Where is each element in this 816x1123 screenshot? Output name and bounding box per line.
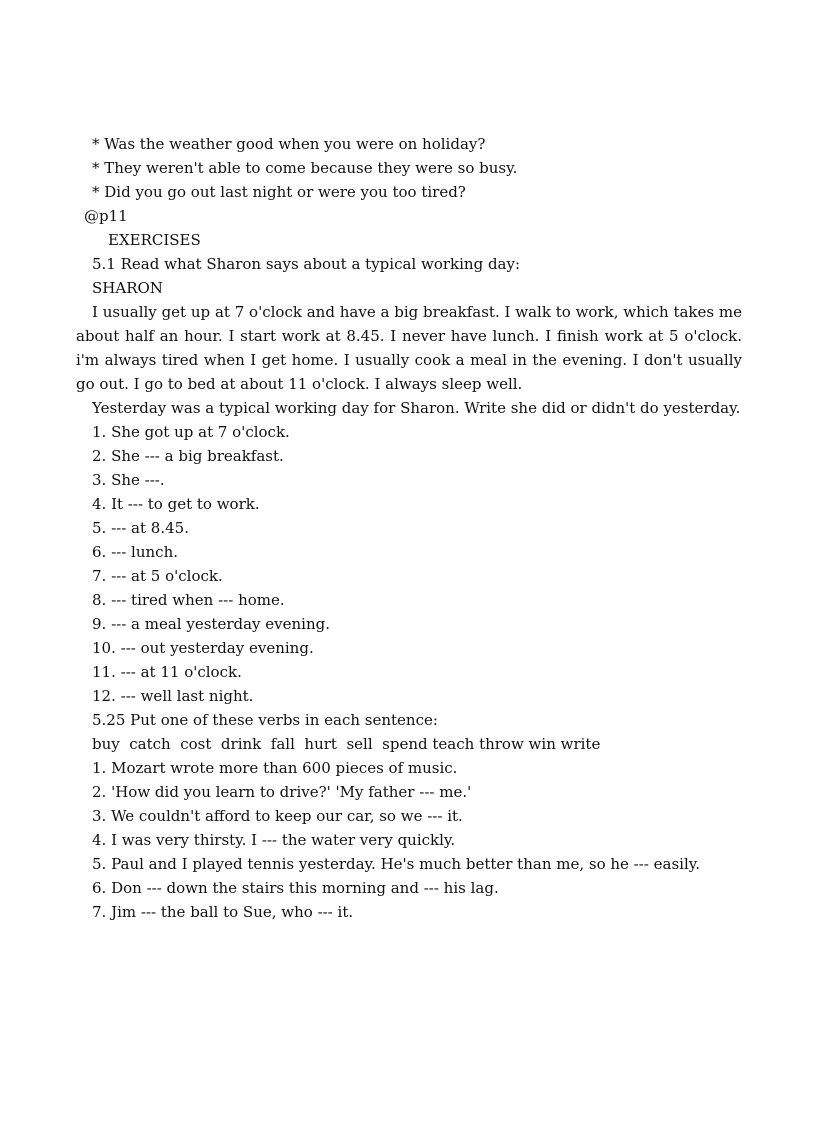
exercise-5-25-instruction: 5.25 Put one of these verbs in each sentence: [92,711,438,729]
exercise-item: 3. She ---. [92,471,165,489]
exercise-item: 12. --- well last night. [92,687,254,705]
verb-list: buy catch cost drink fall hurt sell spend teach throw win write [92,735,601,753]
section-heading: EXERCISES [108,231,201,249]
exercise-item: 6. Don --- down the stairs this morning and --- his lag. [92,879,499,897]
exercise-item: 4. I was very thirsty. I --- the water very quickly. [92,831,456,849]
exercise-item: 7. Jim --- the ball to Sue, who --- it. [92,903,354,921]
exercise-item: 5. --- at 8.45. [92,519,189,537]
exercise-item: 1. She got up at 7 o'clock. [92,423,290,441]
exercise-item: 6. --- lunch. [92,543,179,561]
exercise-item: 2. She --- a big breakfast. [92,447,284,465]
exercise-item: 9. --- a meal yesterday evening. [92,615,331,633]
intro-example-line: * Did you go out last night or were you too tired? [92,183,466,201]
exercise-5-1-instruction: 5.1 Read what Sharon says about a typical working day: [92,255,521,273]
exercise-item: 1. Mozart wrote more than 600 pieces of music. [92,759,458,777]
exercise-item: 7. --- at 5 o'clock. [92,567,223,585]
intro-example-line: * They weren't able to come because they were so busy. [92,159,518,177]
document-page [76,132,742,924]
exercise-item: 2. 'How did you learn to drive?' 'My father --- me.' [92,783,472,801]
exercise-item: 10. --- out yesterday evening. [92,639,314,657]
speaker-name: SHARON [92,279,163,297]
sharon-passage: I usually get up at 7 o'clock and have a big breakfast. I walk to work, which takes me about half an hour. I start work at 8.45. I never have lunch. I finish work at 5 o'clock. i'm always tired when I get home. I usually cook a meal in the evening. I don't usually go out. I go to bed at about 11 o'clock. I always sleep well. [76,303,742,393]
exercise-item: 11. --- at 11 o'clock. [92,663,242,681]
exercise-item: 5. Paul and I played tennis yesterday. He's much better than me, so he --- easily. [92,855,701,873]
page-marker: @p11 [84,207,128,225]
exercise-5-1-task: Yesterday was a typical working day for Sharon. Write she did or didn't do yesterday. [92,399,741,417]
exercise-item: 3. We couldn't afford to keep our car, so we --- it. [92,807,463,825]
exercise-item: 4. It --- to get to work. [92,495,260,513]
exercise-item: 8. --- tired when --- home. [92,591,285,609]
intro-example-line: * Was the weather good when you were on holiday? [92,135,486,153]
